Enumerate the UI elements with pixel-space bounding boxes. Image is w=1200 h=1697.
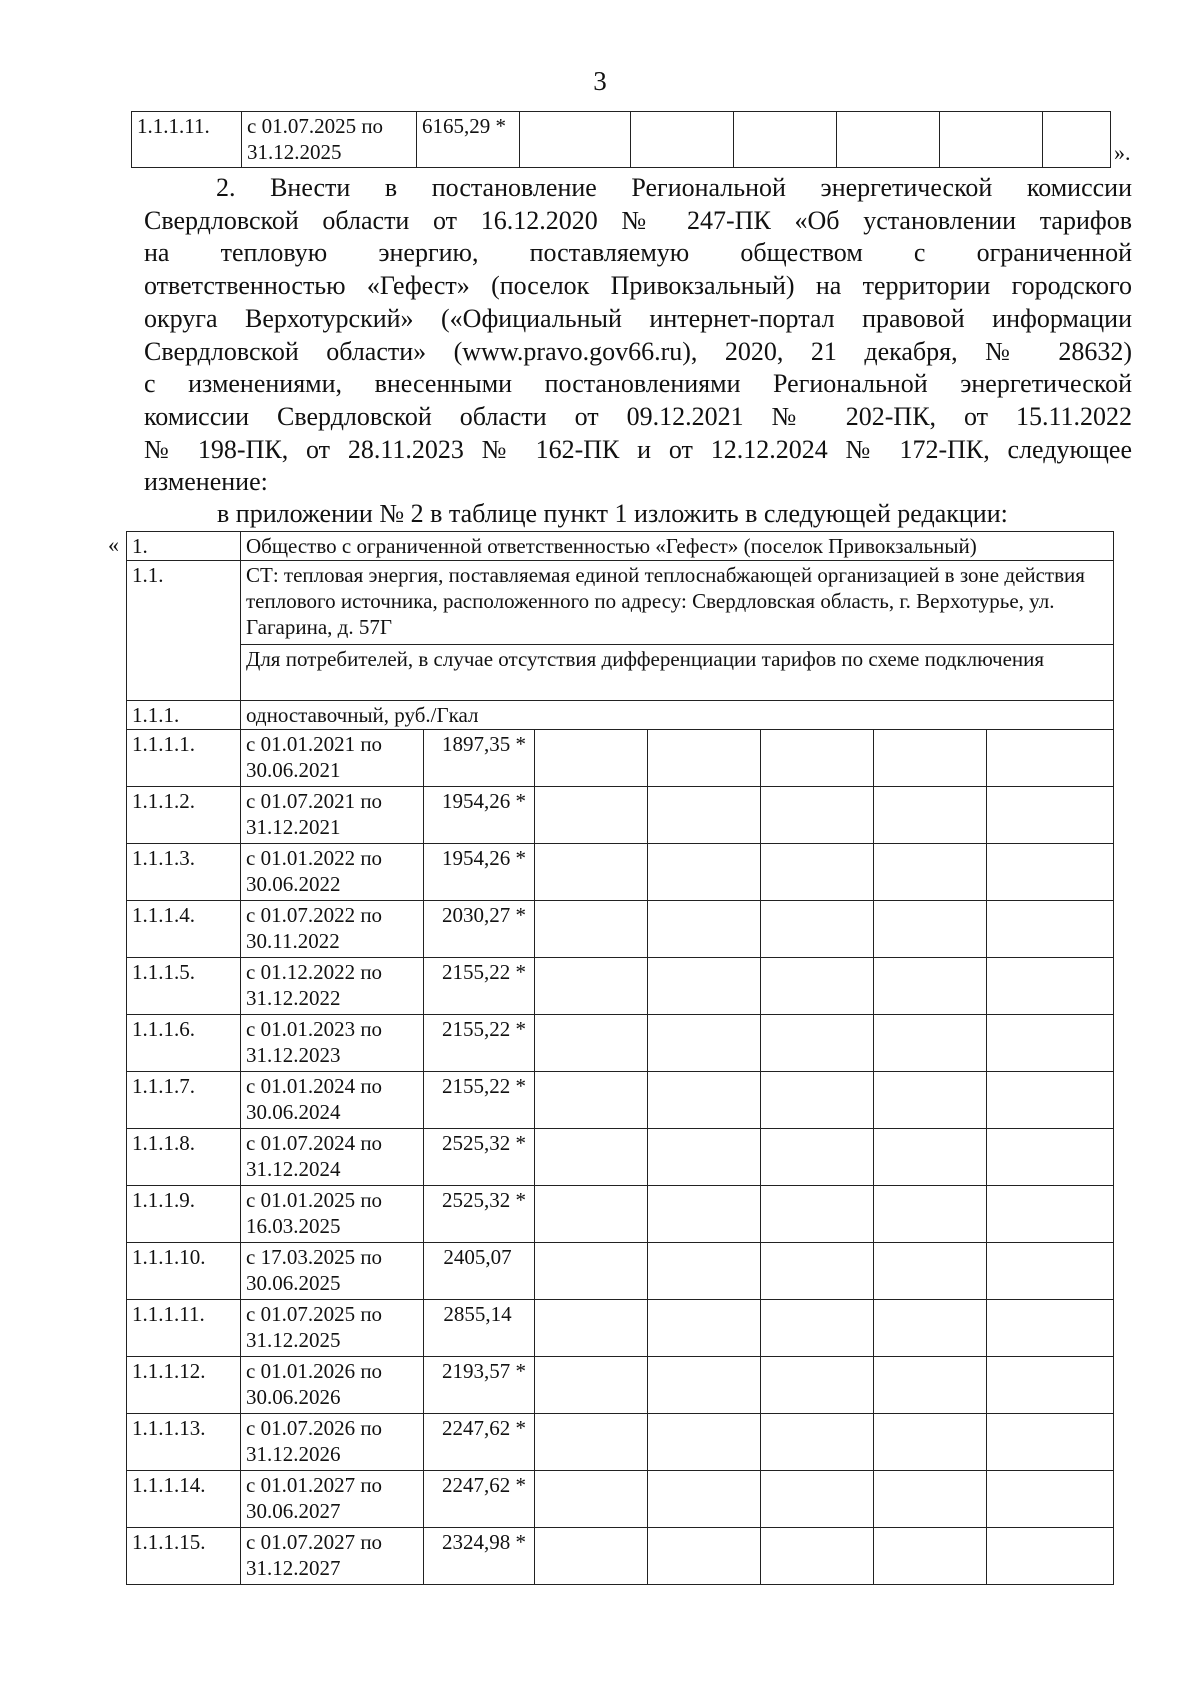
paragraph-line: № 198-ПК, от 28.11.2023 № 162-ПК и от 12.12.2024 № 172-ПК, следующее [144,434,1132,464]
empty-cell [987,730,1114,787]
empty-cell [874,1015,987,1072]
table-row [127,1528,1114,1585]
row-period: с 01.07.2027 по 31.12.2027 [241,1528,424,1585]
paragraph-line: на тепловую энергию, поставляемую обществом с ограниченной [144,238,1132,268]
empty-cell [535,1186,648,1243]
empty-cell [761,958,874,1015]
row-value: 2247,62 * [424,1414,535,1471]
empty-cell [761,1186,874,1243]
empty-cell [761,1072,874,1129]
empty-cell [648,1129,761,1186]
row-number: 1.1.1.6. [127,1015,241,1072]
empty-cell [987,844,1114,901]
row-period: с 01.01.2027 по 30.06.2027 [241,1471,424,1528]
table-row [127,701,1114,730]
table-row [127,1186,1114,1243]
row-value: 1954,26 * [424,787,535,844]
empty-cell [648,844,761,901]
empty-cell [987,901,1114,958]
empty-cell [535,1300,648,1357]
empty-cell [648,1300,761,1357]
table-row [127,561,1114,645]
row-period: с 01.01.2024 по 30.06.2024 [241,1072,424,1129]
closing-quote: ». [1114,140,1131,165]
instruction-line: в приложении № 2 в таблице пункт 1 изложить в следующей редакции: [217,499,1008,528]
empty-cell [648,730,761,787]
row-period: с 01.12.2022 по 31.12.2022 [241,958,424,1015]
empty-cell [535,1129,648,1186]
row-value: 2193,57 * [424,1357,535,1414]
row-value: 2030,27 * [424,901,535,958]
empty-cell [535,901,648,958]
row-number: 1.1.1.15. [127,1528,241,1585]
empty-cell [535,1414,648,1471]
table-row [127,844,1114,901]
row-period: с 17.03.2025 по 30.06.2025 [241,1243,424,1300]
table-row [127,730,1114,787]
tariff-type: одноставочный, руб./Гкал [241,701,1114,730]
empty-cell [761,1528,874,1585]
empty-cell [535,787,648,844]
empty-cell [648,1015,761,1072]
row-period: с 01.01.2026 по 30.06.2026 [241,1357,424,1414]
row-number: 1.1. [127,561,241,701]
row-period: с 01.07.2022 по 30.11.2022 [241,901,424,958]
paragraph-line: ответственностью «Гефест» (поселок Привокзальный) на территории городского [144,271,1132,301]
empty-cell [648,1471,761,1528]
paragraph-line: изменение: [144,467,268,497]
table-row [127,532,1114,561]
empty-cell [648,1357,761,1414]
row-value: 1897,35 * [424,730,535,787]
empty-cell [535,1528,648,1585]
empty-cell [761,1471,874,1528]
table-row [127,1471,1114,1528]
amendment-paragraph [144,172,1132,499]
organization-name: Общество с ограниченной ответственностью «Гефест» (поселок Привокзальный) [241,532,1114,561]
empty-cell [761,1300,874,1357]
row-value: 2324,98 * [424,1528,535,1585]
row-number: 1.1.1.13. [127,1414,241,1471]
row-period: с 01.01.2022 по 30.06.2022 [241,844,424,901]
row-value: 2525,32 * [424,1186,535,1243]
empty-cell [648,787,761,844]
empty-cell [648,1072,761,1129]
supply-description: СТ: тепловая энергия, поставляемая единой теплоснабжающей организацией в зоне действия теплового источника, расположенного по адресу: Свердловская область, г. Верхотурье, ул. Гагарина, д. 57Г [241,561,1114,645]
empty-cell [761,1243,874,1300]
empty-cell [631,112,734,168]
row-value: 2247,62 * [424,1471,535,1528]
empty-cell [987,1357,1114,1414]
tariff-table [126,531,1114,1585]
row-number: 1.1.1.10. [127,1243,241,1300]
table-row [127,1015,1114,1072]
empty-cell [535,844,648,901]
empty-cell [520,112,631,168]
page-number: 3 [593,66,607,96]
empty-cell [874,1129,987,1186]
empty-cell [874,844,987,901]
empty-cell [734,112,837,168]
table-row [127,901,1114,958]
paragraph-line: Свердловской области от 16.12.2020 № 247-ПК «Об установлении тарифов [144,205,1132,235]
empty-cell [535,1072,648,1129]
row-period: с 01.01.2025 по 16.03.2025 [241,1186,424,1243]
paragraph-line: комиссии Свердловской области от 09.12.2021 № 202-ПК, от 15.11.2022 [144,401,1132,431]
table-row [132,112,1111,168]
table-row [127,645,1114,701]
empty-cell [987,1300,1114,1357]
paragraph-line: 2. Внести в постановление Региональной энергетической комиссии [216,173,1132,202]
table-row [127,1129,1114,1186]
row-value: 6165,29 * [417,112,520,168]
empty-cell [874,901,987,958]
row-period: с 01.07.2026 по 31.12.2026 [241,1414,424,1471]
row-period: с 01.07.2025 по 31.12.2025 [242,112,417,168]
row-value: 2155,22 * [424,958,535,1015]
empty-cell [761,901,874,958]
empty-cell [874,1471,987,1528]
table-row [127,1357,1114,1414]
empty-cell [761,844,874,901]
row-number: 1.1.1.5. [127,958,241,1015]
empty-cell [761,730,874,787]
empty-cell [648,1528,761,1585]
row-period: с 01.07.2024 по 31.12.2024 [241,1129,424,1186]
empty-cell [987,1072,1114,1129]
empty-cell [648,958,761,1015]
empty-cell [837,112,940,168]
table-row [127,1414,1114,1471]
row-value: 1954,26 * [424,844,535,901]
empty-cell [535,1243,648,1300]
empty-cell [535,1357,648,1414]
row-number: 1.1.1.7. [127,1072,241,1129]
empty-cell [648,1414,761,1471]
empty-cell [535,1015,648,1072]
row-number: 1.1.1.14. [127,1471,241,1528]
row-number: 1.1.1. [127,701,241,730]
empty-cell [761,1357,874,1414]
row-number: 1.1.1.11. [132,112,242,168]
paragraph-line: Свердловской области» (www.pravo.gov66.ru), 2020, 21 декабря, № 28632) [144,336,1132,366]
empty-cell [987,1471,1114,1528]
empty-cell [761,1414,874,1471]
table-row [127,1300,1114,1357]
row-number: 1.1.1.8. [127,1129,241,1186]
empty-cell [761,1015,874,1072]
empty-cell [535,730,648,787]
table-row [127,958,1114,1015]
empty-cell [987,1243,1114,1300]
empty-cell [874,1072,987,1129]
empty-cell [987,1015,1114,1072]
row-value: 2525,32 * [424,1129,535,1186]
empty-cell [874,1414,987,1471]
row-value: 2155,22 * [424,1072,535,1129]
empty-cell [648,1243,761,1300]
empty-cell [987,1186,1114,1243]
empty-cell [987,1129,1114,1186]
row-period: с 01.01.2023 по 31.12.2023 [241,1015,424,1072]
empty-cell [987,1528,1114,1585]
empty-cell [535,958,648,1015]
empty-cell [761,787,874,844]
empty-cell [535,1471,648,1528]
empty-cell [874,1300,987,1357]
row-number: 1.1.1.1. [127,730,241,787]
empty-cell [874,730,987,787]
empty-cell [874,1243,987,1300]
row-number: 1.1.1.11. [127,1300,241,1357]
row-number: 1.1.1.4. [127,901,241,958]
consumer-note: Для потребителей, в случае отсутствия дифференциации тарифов по схеме подключения [241,645,1114,701]
row-value: 2405,07 [424,1243,535,1300]
empty-cell [874,1357,987,1414]
row-number: 1.1.1.2. [127,787,241,844]
row-number: 1.1.1.9. [127,1186,241,1243]
empty-cell [874,958,987,1015]
row-period: с 01.01.2021 по 30.06.2021 [241,730,424,787]
continued-tariff-table [131,111,1111,168]
empty-cell [987,787,1114,844]
empty-cell [648,1186,761,1243]
empty-cell [761,1129,874,1186]
row-number: 1.1.1.3. [127,844,241,901]
row-value: 2155,22 * [424,1015,535,1072]
empty-cell [940,112,1043,168]
table-row [127,1072,1114,1129]
empty-cell [987,958,1114,1015]
row-period: с 01.07.2025 по 31.12.2025 [241,1300,424,1357]
row-number: 1.1.1.12. [127,1357,241,1414]
empty-cell [987,1414,1114,1471]
row-number: 1. [127,532,241,561]
opening-quote: « [108,532,119,557]
paragraph-line: с изменениями, внесенными постановлениями Региональной энергетической [144,369,1132,399]
row-value: 2855,14 [424,1300,535,1357]
empty-cell [874,787,987,844]
empty-cell [648,901,761,958]
empty-cell [1043,112,1111,168]
paragraph-line: округа Верхотурский» («Официальный интернет-портал правовой информации [144,303,1132,333]
table-row [127,1243,1114,1300]
empty-cell [874,1528,987,1585]
table-row [127,787,1114,844]
empty-cell [874,1186,987,1243]
row-period: с 01.07.2021 по 31.12.2021 [241,787,424,844]
